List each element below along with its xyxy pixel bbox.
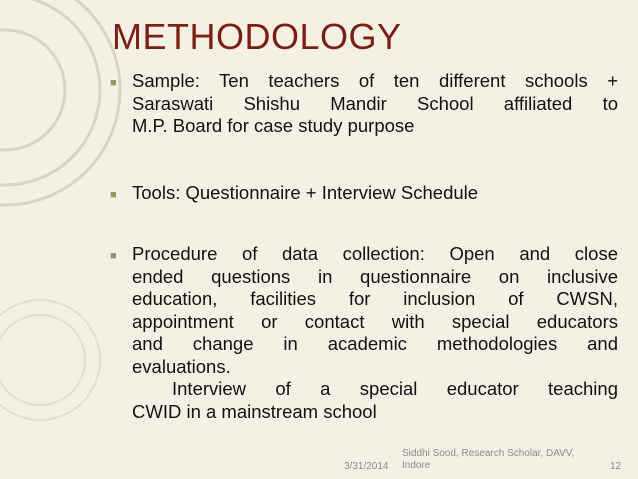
footer-author — [402, 448, 602, 472]
square-bullet-icon: ■ — [110, 189, 117, 201]
text-line: appointment or contact with special educators — [132, 310, 618, 332]
text-line: Procedure of data collection: Open and close — [132, 243, 618, 264]
bullet-text-procedure — [132, 243, 618, 423]
text-line: education, facilities for inclusion of CWSN, — [132, 288, 618, 309]
text-line: Saraswati Shishu Mandir School affiliated to — [132, 92, 618, 114]
page-number: 12 — [610, 461, 622, 472]
text-line: ended questions in questionnaire on inclusive — [132, 265, 618, 287]
slide-title: METHODOLOGY — [112, 16, 402, 57]
bullet-text-sample — [132, 70, 618, 138]
footer-author-line: Siddhi Sood, Research Scholar, DAVV, — [402, 448, 575, 459]
square-bullet-icon: ■ — [110, 77, 117, 89]
bullet-text-tools — [132, 182, 618, 205]
footer-author-line: Indore — [402, 460, 431, 471]
text-line: Interview of a special educator teaching — [172, 378, 618, 399]
text-line: and change in academic methodologies and — [132, 333, 618, 354]
square-bullet-icon: ■ — [110, 250, 117, 262]
footer-date: 3/31/2014 — [344, 461, 389, 472]
text-line: Sample: Ten teachers of ten different schools + — [132, 70, 618, 91]
text-line: Tools: Questionnaire + Interview Schedule — [132, 182, 479, 203]
text-line: CWID in a mainstream school — [132, 400, 377, 422]
text-line: M.P. Board for case study purpose — [132, 115, 415, 136]
text-line: evaluations. — [132, 355, 231, 377]
